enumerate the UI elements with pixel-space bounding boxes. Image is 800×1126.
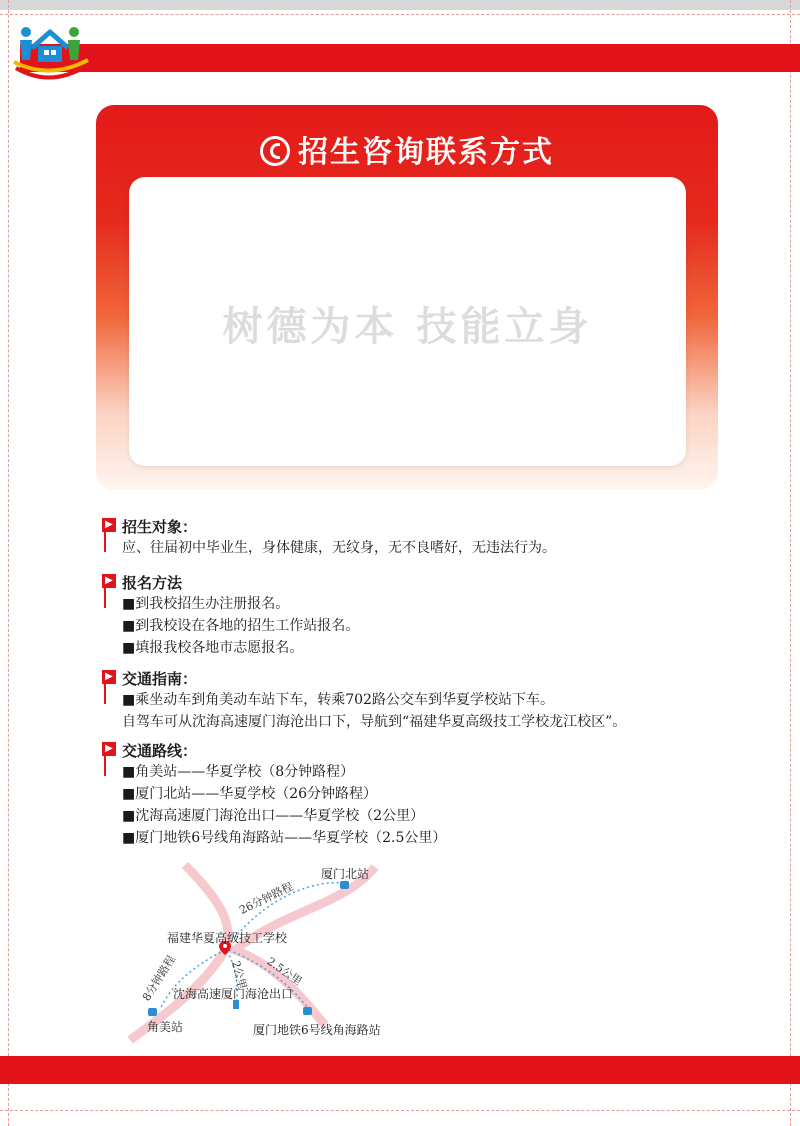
- section-bar: [104, 588, 106, 608]
- trim-line-right: [790, 0, 791, 1126]
- map-label-school: 福建华夏高级技工学校: [167, 931, 288, 945]
- section-routes: [102, 740, 446, 849]
- section-line: ■到我校设在各地的招生工作站报名。: [122, 618, 360, 634]
- contact-card: [96, 105, 718, 490]
- section-line: ■乘坐动车到角美动车站下车，转乘702路公交车到华夏学校站下车。: [122, 692, 554, 708]
- card-title: [96, 127, 718, 171]
- top-strip: [0, 0, 800, 10]
- slogan-watermark: 树德为本 技能立身: [222, 304, 593, 350]
- section-marker-icon: ▶: [102, 518, 116, 532]
- contact-panel: [129, 177, 686, 466]
- section-line: ■沈海高速厦门海沧出口——华夏学校（2公里）: [122, 808, 425, 824]
- section-line: ■厦门地铁6号线角海路站——华夏学校（2.5公里）: [122, 830, 447, 846]
- section-bar: [104, 684, 106, 704]
- trim-line-left: [8, 0, 9, 1126]
- header-red-band: [20, 44, 800, 72]
- card-title-text: 招生咨询联系方式: [298, 135, 554, 170]
- map-label-jiaomei: 角美站: [147, 1020, 184, 1034]
- section-marker-icon: ▶: [102, 670, 116, 684]
- train-icon: [148, 1008, 157, 1016]
- route-map: [125, 855, 425, 1045]
- section-line: 自驾车可从沈海高速厦门海沧出口下，导航到“福建华夏高级技工学校龙江校区”。: [122, 714, 627, 730]
- phone-icon: [260, 136, 290, 166]
- school-logo-icon: [10, 18, 90, 82]
- section-marker-icon: ▶: [102, 742, 116, 756]
- section-title: 招生对象：: [122, 518, 198, 536]
- section-title: 交通指南：: [122, 670, 198, 688]
- trim-line-top: [0, 14, 800, 15]
- section-bar: [104, 756, 106, 776]
- map-distance-north: 26分钟路程: [237, 879, 296, 918]
- map-distance-exit: 2公里: [228, 959, 250, 991]
- map-distance-jiaomei: 8分钟路程: [139, 953, 178, 1004]
- section-marker-icon: ▶: [102, 574, 116, 588]
- footer-red-band: [0, 1056, 800, 1084]
- map-label-metro: 厦门地铁6号线角海路站: [253, 1023, 381, 1037]
- section-transport-guide: [102, 668, 626, 733]
- section-method: [102, 572, 359, 659]
- train-icon: [303, 1007, 312, 1015]
- trim-line-bottom: [0, 1110, 800, 1111]
- section-target: [102, 516, 556, 559]
- section-line: 应、往届初中毕业生，身体健康，无纹身，无不良嗜好，无违法行为。: [122, 540, 556, 556]
- map-label-exit: 沈海高速厦门海沧出口: [173, 987, 294, 1001]
- section-title: 交通路线：: [122, 742, 198, 760]
- section-line: ■厦门北站——华夏学校（26分钟路程）: [122, 786, 378, 802]
- section-bar: [104, 532, 106, 552]
- section-line: ■到我校招生办注册报名。: [122, 596, 290, 612]
- section-line: ■填报我校各地市志愿报名。: [122, 640, 304, 656]
- section-line: ■角美站——华夏学校（8分钟路程）: [122, 764, 355, 780]
- section-title: 报名方法: [122, 574, 183, 592]
- map-distance-metro: 2.5公里: [264, 954, 305, 989]
- train-icon: [340, 881, 349, 889]
- map-label-xiamen-north: 厦门北站: [321, 867, 370, 881]
